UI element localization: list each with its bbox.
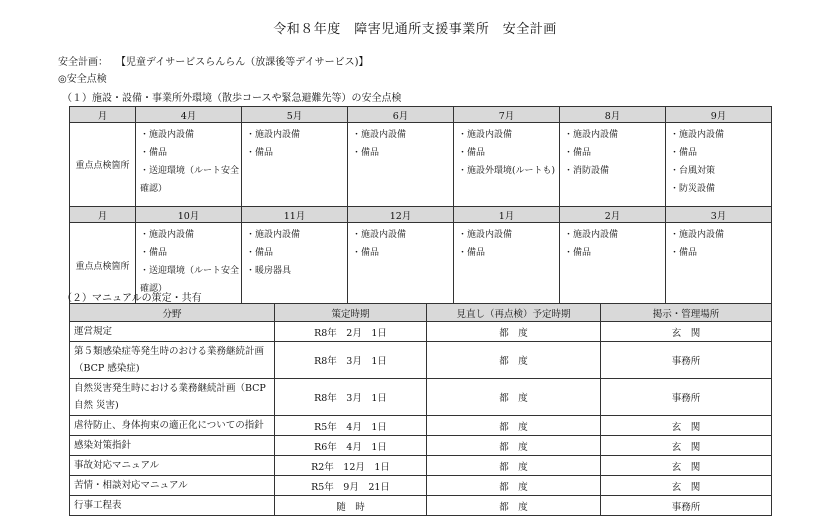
manual-date: R2年 12月 1日 (275, 456, 427, 476)
manual-review: 都 度 (427, 342, 601, 379)
inspection-item: ・施設内設備 (670, 130, 725, 140)
inspection-item: ・暖房器具 (246, 266, 292, 276)
manual-header-row (70, 304, 772, 322)
manual-field: 苦情・相談対応マニュアル (70, 476, 275, 496)
inspection-item: ・備品 (670, 248, 698, 258)
sub-heading: ◎安全点検 (58, 74, 107, 85)
plan-line (58, 53, 369, 68)
header-review: 見直し（再点検）予定時期 (427, 304, 601, 322)
inspection-table (69, 106, 772, 309)
manual-place: 玄 関 (601, 322, 772, 342)
inspection-cell (560, 123, 666, 207)
manual-review: 都 度 (427, 496, 601, 516)
inspection-cell (348, 123, 454, 207)
inspection-cell (136, 123, 242, 207)
manual-review: 都 度 (427, 379, 601, 416)
inspection-item: ・備品 (140, 248, 168, 258)
page-title: 令和８年度 障害児通所支援事業所 安全計画 (273, 22, 557, 37)
manual-row (70, 379, 772, 416)
month-header: 4月 (136, 107, 242, 123)
manual-row (70, 342, 772, 379)
inspection-cell (666, 223, 772, 309)
manual-review: 都 度 (427, 436, 601, 456)
manual-place: 事務所 (601, 342, 772, 379)
manual-date: R8年 2月 1日 (275, 322, 427, 342)
inspection-item: ・施設内設備 (458, 130, 513, 140)
manual-review: 都 度 (427, 476, 601, 496)
inspection-item: ・施設内設備 (564, 230, 619, 240)
month-header: 9月 (666, 107, 772, 123)
header-place: 掲示・管理場所 (601, 304, 772, 322)
inspection-row (70, 123, 772, 207)
inspection-item: ・備品 (458, 148, 486, 158)
inspection-item: ・備品 (670, 148, 698, 158)
inspection-item: ・備品 (246, 248, 274, 258)
manual-date: R6年 4月 1日 (275, 436, 427, 456)
inspection-cell (242, 223, 348, 309)
manual-field: 第５類感染症等発生時のおける業務継続計画（BCP 感染症) (70, 342, 275, 379)
month-header: 11月 (242, 207, 348, 223)
inspection-item: ・施設外環境(ルートも) (458, 166, 556, 176)
manual-place: 玄 関 (601, 416, 772, 436)
manual-place: 事務所 (601, 379, 772, 416)
inspection-item: ・備品 (352, 248, 380, 258)
manual-row (70, 322, 772, 342)
manual-field: 虐待防止、身体拘束の適正化についての指針 (70, 416, 275, 436)
inspection-cell (348, 223, 454, 309)
inspection-item: ・施設内設備 (352, 230, 407, 240)
inspection-item: ・施設内設備 (246, 230, 301, 240)
manual-date: R8年 3月 1日 (275, 342, 427, 379)
inspection-cell (242, 123, 348, 207)
inspection-item: ・送迎環境（ルート安全確認） (140, 266, 240, 294)
inspection-cell (560, 223, 666, 309)
inspection-item: ・台風対策 (670, 166, 716, 176)
manual-review: 都 度 (427, 322, 601, 342)
manual-date: R8年 3月 1日 (275, 379, 427, 416)
plan-label: 安全計画： (58, 57, 108, 68)
manual-row (70, 416, 772, 436)
manual-row (70, 436, 772, 456)
month-header: 2月 (560, 207, 666, 223)
row-label: 重点点検箇所 (70, 123, 136, 207)
inspection-item: ・施設内設備 (352, 130, 407, 140)
month-header-label: 月 (70, 107, 136, 123)
month-header: 12月 (348, 207, 454, 223)
header-field: 分野 (70, 304, 275, 322)
inspection-item: ・施設内設備 (670, 230, 725, 240)
inspection-item: ・施設内設備 (140, 130, 195, 140)
month-header: 7月 (454, 107, 560, 123)
manual-review: 都 度 (427, 416, 601, 436)
inspection-item: ・備品 (458, 248, 486, 258)
manual-row (70, 456, 772, 476)
inspection-item: ・防災設備 (670, 184, 716, 194)
inspection-item: ・送迎環境（ルート安全確認） (140, 166, 240, 194)
manual-date: 随 時 (275, 496, 427, 516)
manual-place: 玄 関 (601, 476, 772, 496)
month-header-row (70, 207, 772, 223)
section2-heading: （２）マニュアルの策定・共有 (62, 293, 202, 304)
month-header: 8月 (560, 107, 666, 123)
inspection-cell (454, 123, 560, 207)
manual-place: 事務所 (601, 496, 772, 516)
month-header: 5月 (242, 107, 348, 123)
manual-date: R5年 9月 21日 (275, 476, 427, 496)
inspection-item: ・施設内設備 (140, 230, 195, 240)
inspection-item: ・備品 (564, 148, 592, 158)
inspection-item: ・施設内設備 (564, 130, 619, 140)
month-header: 1月 (454, 207, 560, 223)
inspection-cell (666, 123, 772, 207)
month-header-label: 月 (70, 207, 136, 223)
inspection-item: ・備品 (246, 148, 274, 158)
manual-field: 感染対策指針 (70, 436, 275, 456)
manual-row (70, 496, 772, 516)
manual-field: 行事工程表 (70, 496, 275, 516)
manual-date: R5年 4月 1日 (275, 416, 427, 436)
inspection-cell (454, 223, 560, 309)
row-label: 重点点検箇所 (70, 223, 136, 309)
manual-place: 玄 関 (601, 456, 772, 476)
manual-row (70, 476, 772, 496)
inspection-item: ・備品 (352, 148, 380, 158)
month-header-row (70, 107, 772, 123)
inspection-item: ・施設内設備 (458, 230, 513, 240)
manual-place: 玄 関 (601, 436, 772, 456)
inspection-item: ・備品 (564, 248, 592, 258)
section1-heading: （１）施設・設備・事業所外環境（散歩コースや緊急避難先等）の安全点検 (62, 93, 402, 104)
inspection-item: ・施設内設備 (246, 130, 301, 140)
manual-field: 運営規定 (70, 322, 275, 342)
manual-table (69, 303, 772, 516)
inspection-item: ・消防設備 (564, 166, 610, 176)
plan-name: 【児童デイサービスらんらん（放課後等デイサービス)】 (116, 57, 369, 68)
month-header: 3月 (666, 207, 772, 223)
header-date: 策定時期 (275, 304, 427, 322)
month-header: 10月 (136, 207, 242, 223)
inspection-item: ・備品 (140, 148, 168, 158)
manual-field: 自然災害発生時における業務継続計画（BCP 自然 災害) (70, 379, 275, 416)
month-header: 6月 (348, 107, 454, 123)
manual-review: 都 度 (427, 456, 601, 476)
manual-field: 事故対応マニュアル (70, 456, 275, 476)
